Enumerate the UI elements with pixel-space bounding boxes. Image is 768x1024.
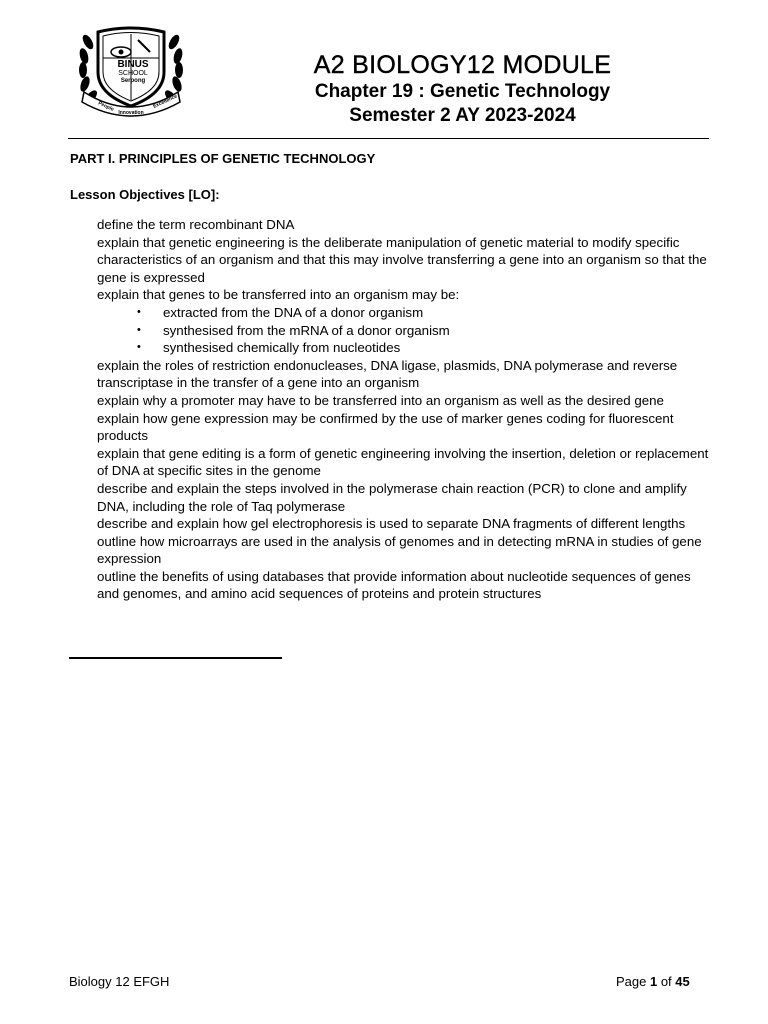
- objective-item: explain why a promoter may have to be transferred into an organism as well as the desired gene: [97, 392, 664, 408]
- footer-page-number: [616, 973, 690, 991]
- bullet-icon: •: [137, 305, 141, 318]
- footer-course: Biology 12 EFGH: [69, 974, 170, 989]
- objectives-list: [97, 216, 715, 603]
- objective-item: explain the roles of restriction endonucleases, DNA ligase, plasmids, DNA polymerase and reverse transcriptase in the transfer of a gene into an organism: [97, 357, 678, 391]
- objective-item: explain that genes to be transferred into an organism may be:: [97, 287, 460, 303]
- ribbon-mid-text: Innovation: [118, 110, 144, 116]
- ribbon-left-text: People: [97, 100, 115, 113]
- ribbon-right-text: Excellence: [152, 93, 179, 110]
- page-current: 1: [649, 974, 658, 989]
- objective-item: define the term recombinant DNA: [97, 217, 295, 232]
- binus-school-logo: [76, 22, 186, 118]
- page-word: Page: [616, 974, 650, 989]
- document-title: A2 BIOLOGY12 MODULE: [313, 51, 612, 79]
- header-divider: [68, 138, 709, 139]
- sub-bullet-text: synthesised chemically from nucleotides: [163, 340, 401, 356]
- of-word: of: [657, 974, 676, 989]
- logo-school-word: SCHOOL: [118, 70, 148, 77]
- objective-item: explain that gene editing is a form of genetic engineering involving the insertion, deletion or replacement of DNA at specific sites in the genome: [97, 445, 709, 479]
- sub-bullet-item: [135, 339, 715, 357]
- main-content: [70, 150, 715, 603]
- objective-item: describe and explain the steps involved in the polymerase chain reaction (PCR) to clone and amplify DNA, including the role of Taq polymerase: [97, 480, 687, 514]
- sub-bullet-text: extracted from the DNA of a donor organism: [163, 304, 424, 320]
- logo-campus: Serpong: [120, 78, 146, 84]
- document-header: [250, 50, 675, 128]
- sub-bullet-list: [135, 304, 715, 357]
- footnote-separator: [69, 657, 282, 659]
- objective-sub-list-container: [97, 304, 715, 357]
- page-total: 45: [675, 974, 690, 989]
- sub-bullet-item: [135, 304, 715, 322]
- logo-school-name: BINUS: [117, 59, 149, 70]
- bullet-icon: •: [137, 323, 141, 336]
- semester-title: Semester 2 AY 2023-2024: [349, 105, 576, 126]
- objective-item: outline the benefits of using databases that provide information about nucleotide sequences of genes and genomes, and amino acid sequences of proteins and protein structures: [97, 568, 691, 602]
- bullet-icon: •: [137, 341, 141, 354]
- lesson-objectives-heading: Lesson Objectives [LO]:: [70, 187, 220, 202]
- objective-item: describe and explain how gel electrophoresis is used to separate DNA fragments of different lengths: [97, 516, 686, 532]
- sub-bullet-text: synthesised from the mRNA of a donor organism: [163, 322, 450, 338]
- chapter-title: Chapter 19 : Genetic Technology: [314, 81, 611, 102]
- sub-bullet-item: [135, 322, 715, 340]
- objective-item: explain that genetic engineering is the deliberate manipulation of genetic material to modify specific characteristics of an organism and that this may involve transferring a gene into an organism so that the gene is expressed: [97, 234, 707, 285]
- objective-item: explain how gene expression may be confirmed by the use of marker genes coding for fluorescent products: [97, 410, 674, 444]
- objective-item: outline how microarrays are used in the analysis of genomes and in detecting mRNA in studies of gene expression: [97, 533, 702, 567]
- part-heading: PART I. PRINCIPLES OF GENETIC TECHNOLOGY: [70, 151, 376, 166]
